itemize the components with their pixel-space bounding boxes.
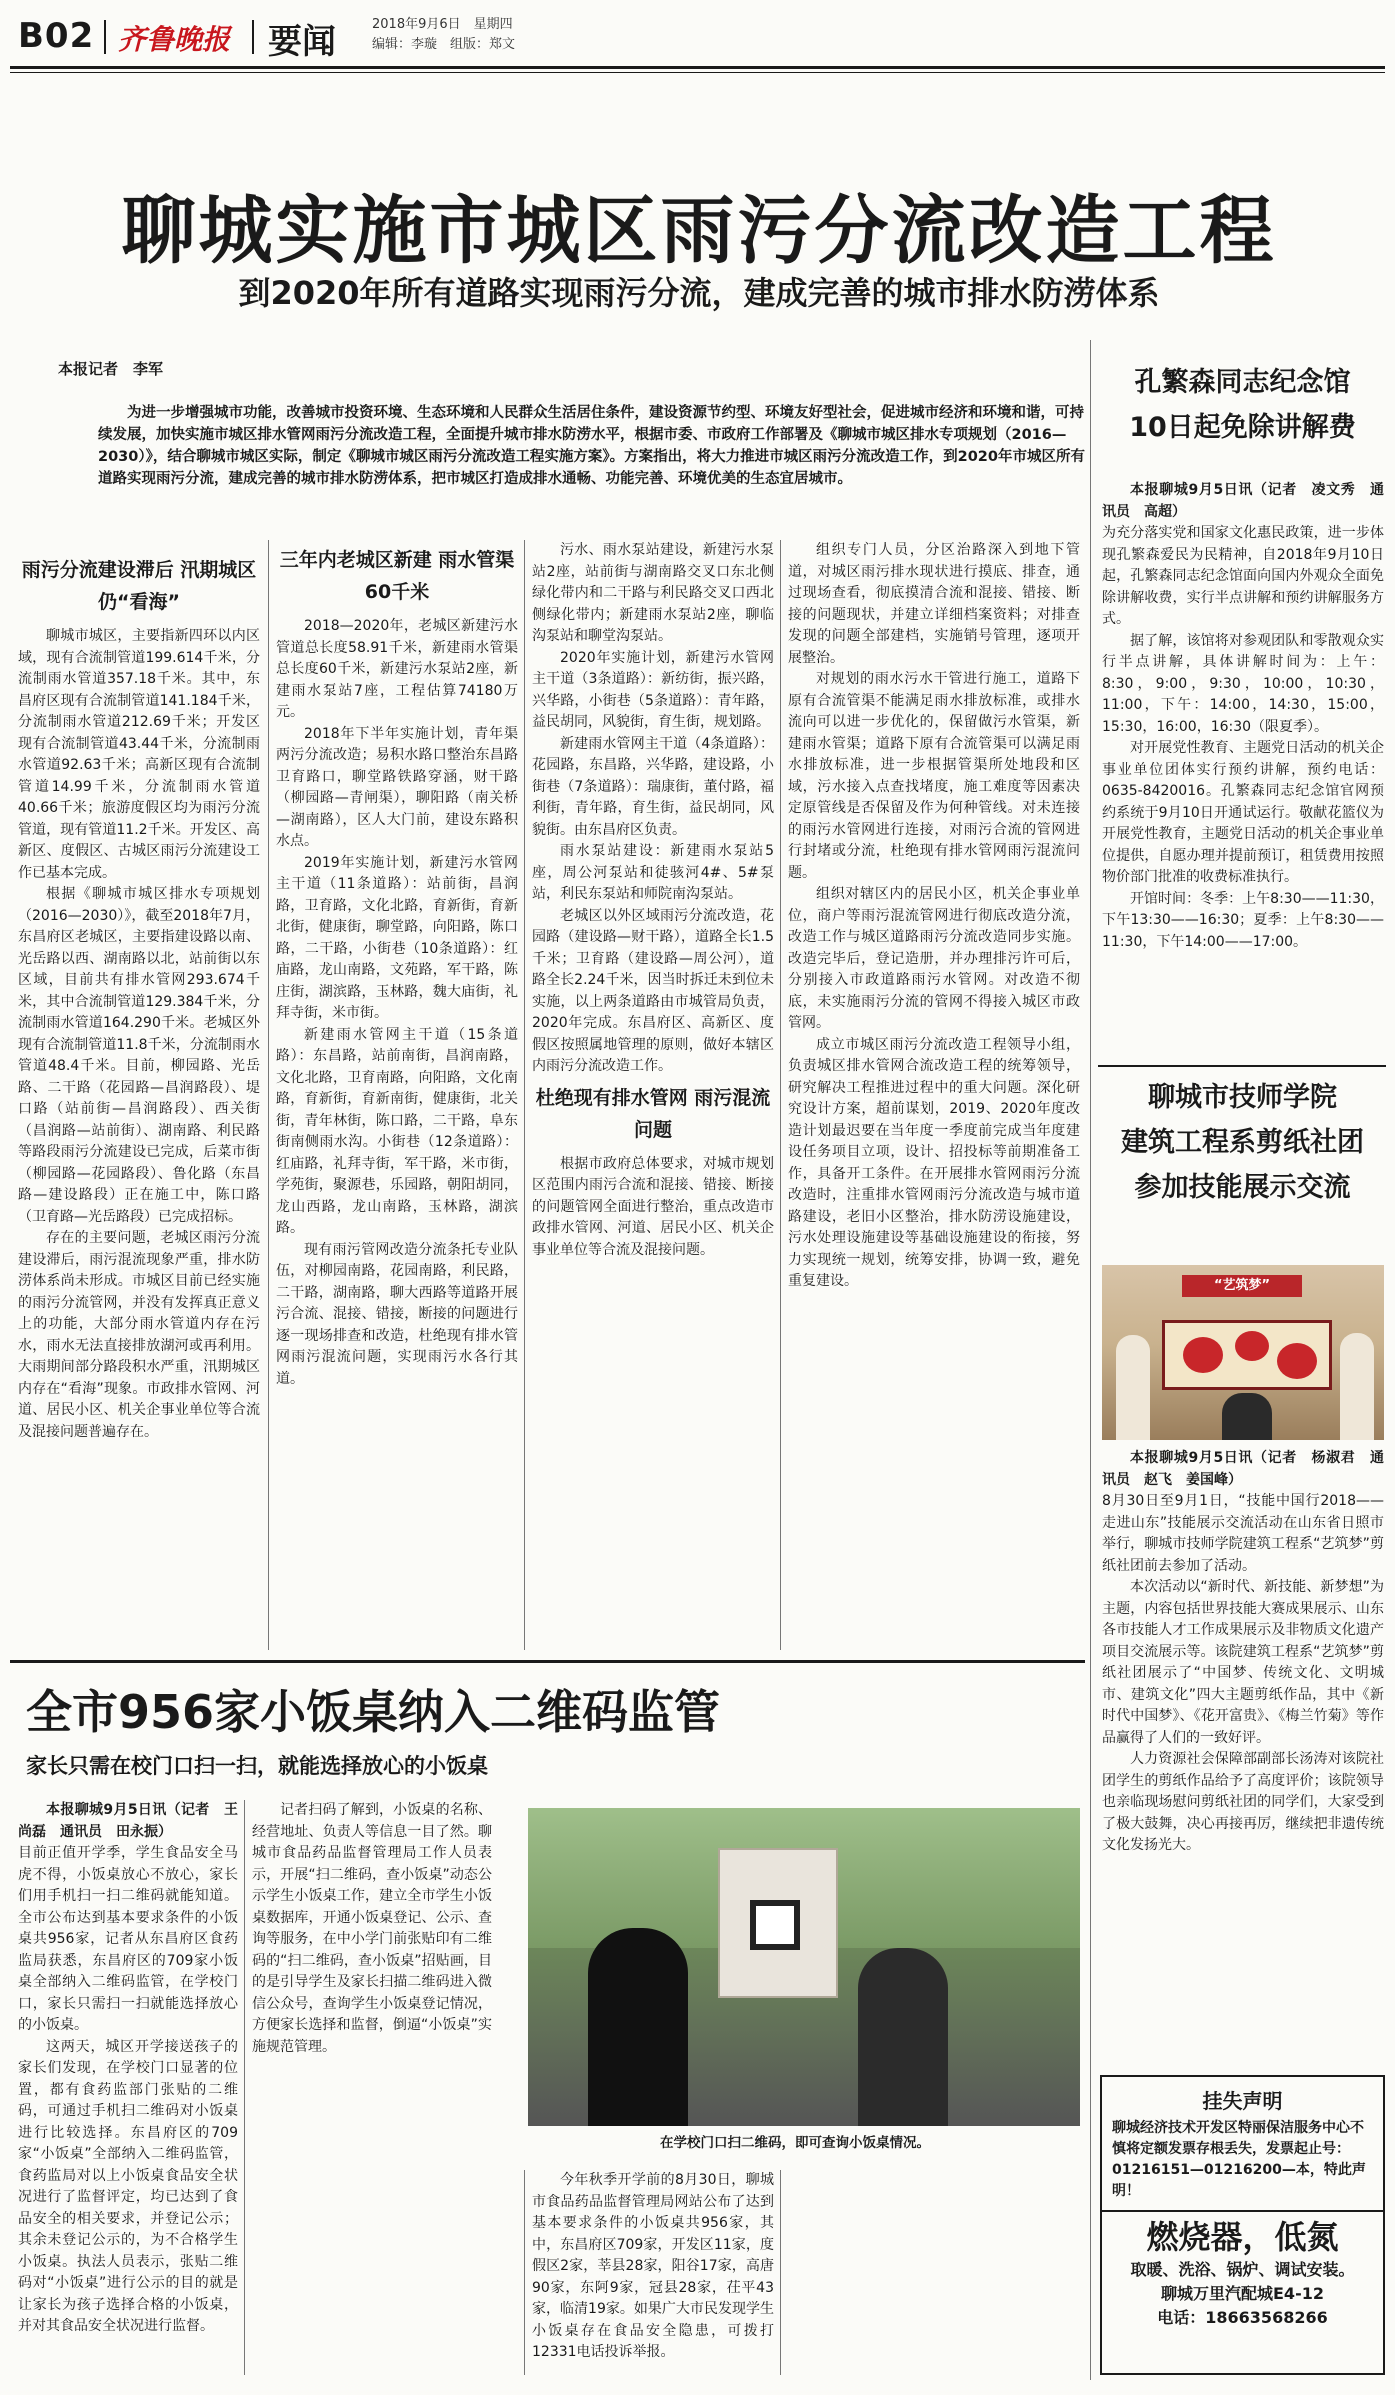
notice-title: 挂失声明 <box>1202 2089 1283 2113</box>
article-paragraph: 对开展党性教育、主题党日活动的机关企事业单位团体实行预约讲解，预约电话：0635-8420016。孔繁森同志纪念馆官网预约系统于9月10日开通试运行。敬献花篮仪为开展党性教育，主题党日活动的机关企事业单位提供，自愿办理并提前预订，租赁费用按照物价部门批准的收费标准执行。 <box>1102 740 1384 885</box>
main-lead: 为进一步增强城市功能，改善城市投资环境、生态环境和人民群众生活居住条件，建设资源节约型、环境友好型社会，促进城市经济和环境和谐，可持续发展，加快实施市城区排水管网雨污分流改造工程，全面提升城市排水防涝水平，根据市委、市政府工作部署及《聊城市城区排水专项规划（2016—2030）》，结合聊城市城区实际，制定《聊城市城区雨污分流改造工程实施方案》。方案指出，将大力推进市城区雨污分流改造工作，到2020年市城区所有道路实现雨污分流，建成完善的城市排水防涝体系，把市城区打造成排水通畅、功能完善、环境优美的生态宜居城市。 <box>98 405 1085 487</box>
papercut-photo <box>1102 1265 1384 1440</box>
article-paragraph: 为充分落实党和国家文化惠民政策，进一步体现孔繁森爱民为民精神，自2018年9月10日起，孔繁森同志纪念馆面向国内外观众全面免除讲解收费，实行半点讲解和预约讲解服务方式。 <box>1102 525 1384 627</box>
papercut-flower-icon <box>1183 1337 1223 1373</box>
qr-code-icon <box>750 1900 800 1950</box>
column-rule <box>524 2170 525 2375</box>
section-name: 要闻 <box>268 22 336 62</box>
column-rule <box>780 2170 781 2375</box>
sidebar-1-heading: 孔繁森同志纪念馆 <box>1134 367 1351 398</box>
poster-board <box>718 1848 838 1998</box>
sidebar-1-body <box>1102 480 1384 1060</box>
student-figure <box>1116 1335 1150 1440</box>
section-heading-2: 三年内老城区新建 雨水管渠60千米 <box>279 549 515 603</box>
papercut-artwork <box>1162 1320 1332 1390</box>
article-paragraph: 新建雨水管网主干道（4条道路）：花园路，东昌路，兴华路，建设路，小街巷（7条道路）：瑞康街，董付路，福利街，青年路，育生街，益民胡同，风貌街。由东昌府区负责。 <box>532 735 774 838</box>
article-paragraph: 现有雨污管网改造分流条托专业队伍，对柳园南路，花园南路，利民路，二干路，湖南路，聊大西路等道路开展污合流、混接、错接，断接的问题进行逐一现场排查和改造，杜绝现有排水管网雨污混流问题，实现雨污水各行其道。 <box>276 1241 518 1387</box>
article-paragraph: 8月30日至9月1日，“技能中国行2018——走进山东”技能展示交流活动在山东省日照市举行，聊城市技师学院建筑工程系“艺筑梦”剪纸社团前去参加了活动。 <box>1102 1493 1384 1574</box>
sidebar-divider <box>1098 1065 1386 1067</box>
ad-services: 取暖、洗浴、锅炉、调试安装。 <box>1130 2260 1355 2279</box>
main-column-2 <box>276 540 518 1650</box>
story2-column-3 <box>532 2170 774 2375</box>
article-paragraph: 据了解，该馆将对参观团队和零散观众实行半点讲解，具体讲解时间为：上午：8:30，9:00，9:30，10:00，10:30，11:00，下午：14:00，14:30，15:00，15:30，16:00，16:30（限夏季）。 <box>1102 632 1384 735</box>
story2-column-1 <box>18 1800 238 2375</box>
article-paragraph: 污水、雨水泵站建设，新建污水泵站2座，站前街与湖南路交叉口东北侧绿化带内和二干路与利民路交叉口西北侧绿化带内；新建雨水泵站2座，聊临沟泵站和聊堂沟泵站。 <box>532 542 774 644</box>
sidebar-rule <box>1090 340 1091 2380</box>
page-number: B02 <box>18 16 95 56</box>
ad-company: 聊城万里汽配城E4-12 <box>1161 2284 1324 2303</box>
article-paragraph: 2018—2020年，老城区新建污水管道总长度58.91千米，新建雨水管渠总长度60千米，新建污水泵站2座，新建雨水泵站7座，工程估算74180万元。 <box>276 618 518 720</box>
article-paragraph: 记者扫码了解到，小饭桌的名称、经营地址、负责人等信息一目了然。聊城市食品药品监督管理局工作人员表示，开展“扫二维码，查小饭桌”动态公示学生小饭桌工作，建立全市学生小饭桌数据库，开通小饭桌登记、公示、查询等服务，在中小学门前张贴印有二维码的“扫二维码，查小饭桌”招贴画，目的是引导学生及家长扫描二维码进入微信公众号，查询学生小饭桌登记情况，方便家长选择和监督，倒逼“小饭桌”实施规范管理。 <box>252 1802 492 2055</box>
student-figure <box>1222 1393 1272 1440</box>
story2-dateline: 本报聊城9月5日讯（记者 王尚磊 通讯员 田永振） <box>18 1802 238 1840</box>
sidebar-story-1 <box>1100 360 1385 450</box>
sidebar-2-heading: 聊城市技师学院 <box>1148 1082 1337 1113</box>
sidebar-2-heading: 参加技能展示交流 <box>1134 1172 1351 1203</box>
column-rule <box>268 540 269 1650</box>
sidebar-story-2 <box>1100 1075 1385 1210</box>
sidebar-1-heading: 10日起免除讲解费 <box>1129 412 1356 443</box>
sidebar-2-dateline: 本报聊城9月5日讯（记者 杨淑君 通讯员 赵飞 姜国峰） <box>1102 1450 1384 1488</box>
article-paragraph: 成立市城区雨污分流改造工程领导小组，负责城区排水管网合流改造工程的统筹领导，研究解决工程推进过程中的重大问题。深化研究设计方案，超前谋划，2019、2020年度改造计划最迟要在当年度一季度前完成当年度建设任务项目立项，设计、招投标等前期准备工作，具备开工条件。在开展排水管网雨污分流改造时，注重排水管网雨污分流改造与城市道路建设，老旧小区整治，排水防涝设施建设，污水处理设施建设等基础设施建设的衔接，努力实现统一规划，统筹安排，协调一致，避免重复建设。 <box>788 1036 1080 1289</box>
article-paragraph: 对规划的雨水污水干管进行施工，道路下原有合流管渠不能满足雨水排放标准，或排水流向可以进一步优化的，保留做污水管渠，新建雨水管渠；道路下原有合流管渠可以满足雨水排放标准，进一步根据管渠所处地段和区域，污水接入点查找堵度，施工难度等因素决定原管线是否保留及作为何种管线。对未连接的雨污水管网进行连接，对雨污合流的管网进行封堵或分流，杜绝现有排水管网雨污混流问题。 <box>788 671 1080 881</box>
notice-text: 聊城经济技术开发区特丽保洁服务中心不慎将定额发票存根丢失，发票起止号：01216151—01216200—本，特此声明！ <box>1112 2120 1366 2199</box>
article-paragraph: 2020年实施计划，新建污水管网主干道（3条道路）：新纺街，振兴路，兴华路，小街巷（5条道路）：青年路，益民胡同，风貌街，育生街，规划路。 <box>532 649 774 730</box>
main-byline: 本报记者 李军 <box>58 360 164 378</box>
ad-headline: 燃烧器，低氮 <box>1146 2218 1339 2256</box>
article-paragraph: 本次活动以“新时代、新技能、新梦想”为主题，内容包括世界技能大赛成果展示、山东各市技能人才工作成果展示及非物质文化遗产项目交流展示等。该院建筑工程系“艺筑梦”剪纸社团展示了“中国梦、传统文化、文明城市、建筑文化”四大主题剪纸作品，其中《新时代中国梦》、《花开富贵》、《梅兰竹菊》等作品赢得了人们的一致好评。 <box>1102 1579 1384 1746</box>
student-figure <box>1340 1333 1374 1440</box>
article-paragraph: 雨水泵站建设：新建雨水泵站5座，周公河泵站和徒骇河4#、5#泵站，利民东泵站和师院南沟泵站。 <box>532 843 774 902</box>
article-paragraph: 2019年实施计划，新建污水管网主干道（11条道路）：站前街，昌润路，卫育路，文化北路，育新街，育新北街，健康街，聊堂路，向阳路，陈口路，二干路，小街巷（10条道路）：红庙路，龙山南路，文苑路，军干路，陈庄街，湖滨路，玉林路，魏大庙街，礼拜寺街，米市街。 <box>276 854 518 1021</box>
editor-credit: 编辑：李璇 组版：郑文 <box>372 37 516 52</box>
section-heading-1: 雨污分流建设滞后 汛期城区仍“看海” <box>21 559 257 613</box>
issue-date: 2018年9月6日 星期四 <box>372 17 513 32</box>
masthead-divider <box>104 20 106 54</box>
story-divider <box>10 1660 1085 1663</box>
woman-figure <box>858 1948 948 2126</box>
sidebar-1-dateline: 本报聊城9月5日讯（记者 凌文秀 通讯员 高超） <box>1102 482 1384 520</box>
story2-headline: 全市956家小饭桌纳入二维码监管 <box>26 1685 721 1739</box>
main-subhead: 到2020年所有道路实现雨污分流，建成完善的城市排水防涝体系 <box>238 274 1160 312</box>
main-column-4 <box>788 540 1080 1650</box>
qr-code-photo <box>528 1808 1080 2126</box>
man-figure <box>588 1928 688 2126</box>
story2-column-2 <box>252 1800 492 2375</box>
article-paragraph: 新建雨水管网主干道（15条道路）：东昌路，站前南街，昌润南路，文化北路，卫育南路，向阳路，文化南路，育新街，育新南街，健康街，北关街，青年林街，陈口路，二干路，阜东街南侧雨水沟。小街巷（12条道路）：红庙路，礼拜寺街，军干路，米市街，学苑街，聚源巷，乐园路，朝阳胡同，龙山西路，龙山南路，玉林路，湖滨路。 <box>276 1026 518 1236</box>
article-paragraph: 组织专门人员，分区治路深入到地下管道，对城区雨污排水现状进行摸底、排查，通过现场查看，彻底摸清合流和混接、错接、断接的问题现状，并建立详细档案资料；对排查发现的问题全部建档，实施销号管理，逐项开展整治。 <box>788 542 1080 666</box>
article-paragraph: 开馆时间：冬季：上午8:30——11:30，下午13:30——16:30；夏季：上午8:30——11:30，下午14:00——17:00。 <box>1102 890 1384 950</box>
main-column-3 <box>532 540 774 1650</box>
sidebar-2-body <box>1102 1448 1384 2063</box>
article-paragraph: 根据市政府总体要求，对城市规划区范围内雨污合流和混接、错接、断接的问题管网全面进行整治，重点改造市政排水管网、河道、居民小区、机关企事业单位等合流及混接问题。 <box>532 1155 774 1258</box>
masthead-rule <box>10 66 1385 69</box>
article-paragraph: 老城区以外区域雨污分流改造，花园路（建设路—财干路），道路全长1.5千米；卫育路（建设路—周公河），道路全长2.24千米，因当时拆迁未到位未实施，以上两条道路由市城管局负责，2020年完成。东昌府区、高新区、度假区按照属地管理的原则，做好本辖区内雨污分流改造工作。 <box>532 907 774 1074</box>
article-paragraph: 今年秋季开学前的8月30日，聊城市食品药品监督管理局网站公布了达到基本要求条件的小饭桌共956家，其中，东昌府区709家，开发区11家，度假区2家，莘县28家，阳谷17家，高唐90家，东阿9家，冠县28家，茌平43家，临清19家。如果广大市民发现学生小饭桌存在食品安全隐患，可拨打12331电话投诉举报。 <box>532 2172 774 2360</box>
article-paragraph: 这两天，城区开学接送孩子的家长们发现，在学校门口显著的位置，都有食药监部门张贴的二维码，可通过手机扫二维码对小饭桌进行比较选择。东昌府区的709家“小饭桌”全部纳入二维码监管，食药监局对以上小饭桌食品安全状况进行了监督评定，均已达到了食品安全的相关要求，并登记公示；其余未登记公示的，为不合格学生小饭桌。执法人员表示，张贴二维码对“小饭桌”进行公示的目的就是让家长为孩子选择合格的小饭桌，并对其食品安全状况进行监督。 <box>18 2038 238 2334</box>
sidebar-2-heading: 建筑工程系剪纸社团 <box>1121 1127 1364 1158</box>
photo-caption: 在学校门口扫二维码，即可查询小饭桌情况。 <box>660 2135 930 2151</box>
article-paragraph: 人力资源社会保障部副部长汤涛对该院社团学生的剪纸作品给予了高度评价；该院领导也亲临现场慰问剪纸社团的同学们，大家受到了极大鼓舞，决心再接再厉，继续把非遗传统文化发扬光大。 <box>1102 1751 1384 1853</box>
column-rule <box>244 1800 245 2375</box>
photo-banner: “艺筑梦” <box>1182 1275 1302 1297</box>
masthead-divider <box>252 20 254 54</box>
column-rule <box>780 540 781 1650</box>
article-paragraph: 存在的主要问题，老城区雨污分流建设滞后，雨污混流现象严重，排水防涝体系尚未形成。市城区目前已经实施的雨污分流管网，并没有发挥真正意义上的功能，大部分雨水管道内存在污水，雨水无法直接排放湖河或再利用。大雨期间部分路段积水严重，汛期城区内存在“看海”现象。市政排水管网、河道、居民小区、机关企事业单位等合流及混接问题普遍存在。 <box>18 1230 260 1440</box>
papercut-flower-icon <box>1277 1343 1317 1379</box>
classified-ad-box <box>1100 2075 1385 2375</box>
ad-divider <box>1102 2210 1383 2212</box>
story2-subhead: 家长只需在校门口扫一扫，就能选择放心的小饭桌 <box>26 1754 488 1778</box>
main-column-1 <box>18 550 260 1650</box>
article-paragraph: 根据《聊城市城区排水专项规划（2016—2030）》，截至2018年7月，东昌府区老城区，主要指建设路以南、光岳路以西、湖南路以北，站前街以东区域，目前共有排水管网293.674千米，其中合流制管道129.384千米，分流制雨水管道164.290千米。老城区外现有合流制管道11.8千米，分流制雨水管道48.4千米。目前，柳园路、光岳路、二干路（花园路—昌润路段）、堤口路（站前街—昌润路段）、西关街（昌润路—站前街）、湖南路、利民路等路段雨污分流建设已完成，后菜市街（柳园路—花园路段）、鲁化路（东昌路—建设路段）正在施工中，陈口路（卫育路—光岳路段）已完成招标。 <box>18 886 260 1225</box>
masthead-rule-thin <box>10 72 1385 73</box>
article-paragraph: 组织对辖区内的居民小区，机关企事业单位，商户等雨污混流管网进行彻底改造分流，改造工作与城区道路雨污分流改造同步实施。改造完毕后，登记造册，并办理排污许可后，分别接入市政道路雨污水管网。对改造不彻底，未实施雨污分流的管网不得接入城区市政管网。 <box>788 886 1080 1031</box>
article-paragraph: 聊城市城区，主要指新四环以内区域，现有合流制管道199.614千米，分流制雨水管道357.18千米。其中，东昌府区现有合流制管道141.184千米，分流制雨水管道212.69千米；开发区现有合流制管道43.44千米，分流制雨水管道92.63千米；高新区现有合流制管道14.99千米，分流制雨水管道40.66千米；旅游度假区均为雨污分流管道，现有管道11.2千米。开发区、高新区、度假区、古城区雨污分流建设工作已基本完成。 <box>18 628 260 881</box>
newspaper-logo: 齐鲁晚报 <box>118 23 231 56</box>
main-headline: 聊城实施市城区雨污分流改造工程 <box>121 188 1277 274</box>
papercut-flower-icon <box>1235 1331 1269 1361</box>
article-paragraph: 2018年下半年实施计划，青年渠两污分流改造；易积水路口整治东昌路卫育路口，聊堂路铁路穿涵，财干路（柳园路—青闸渠），聊阳路（南关桥—湖南路），区人大门前，建设东路积水点。 <box>276 725 518 849</box>
ad-phone: 电话：18663568266 <box>1157 2308 1328 2327</box>
column-rule <box>524 540 525 1650</box>
section-heading-3: 杜绝现有排水管网 雨污混流问题 <box>535 1086 771 1141</box>
article-paragraph: 目前正值开学季，学生食品安全马虎不得，小饭桌放心不放心，家长们用手机扫一扫二维码就能知道。全市公布达到基本要求条件的小饭桌共956家，记者从东昌府区食药监局获悉，东昌府区的709家小饭桌全部纳入二维码监管，在学校门口，家长只需扫一扫就能选择放心的小饭桌。 <box>18 1845 238 2033</box>
